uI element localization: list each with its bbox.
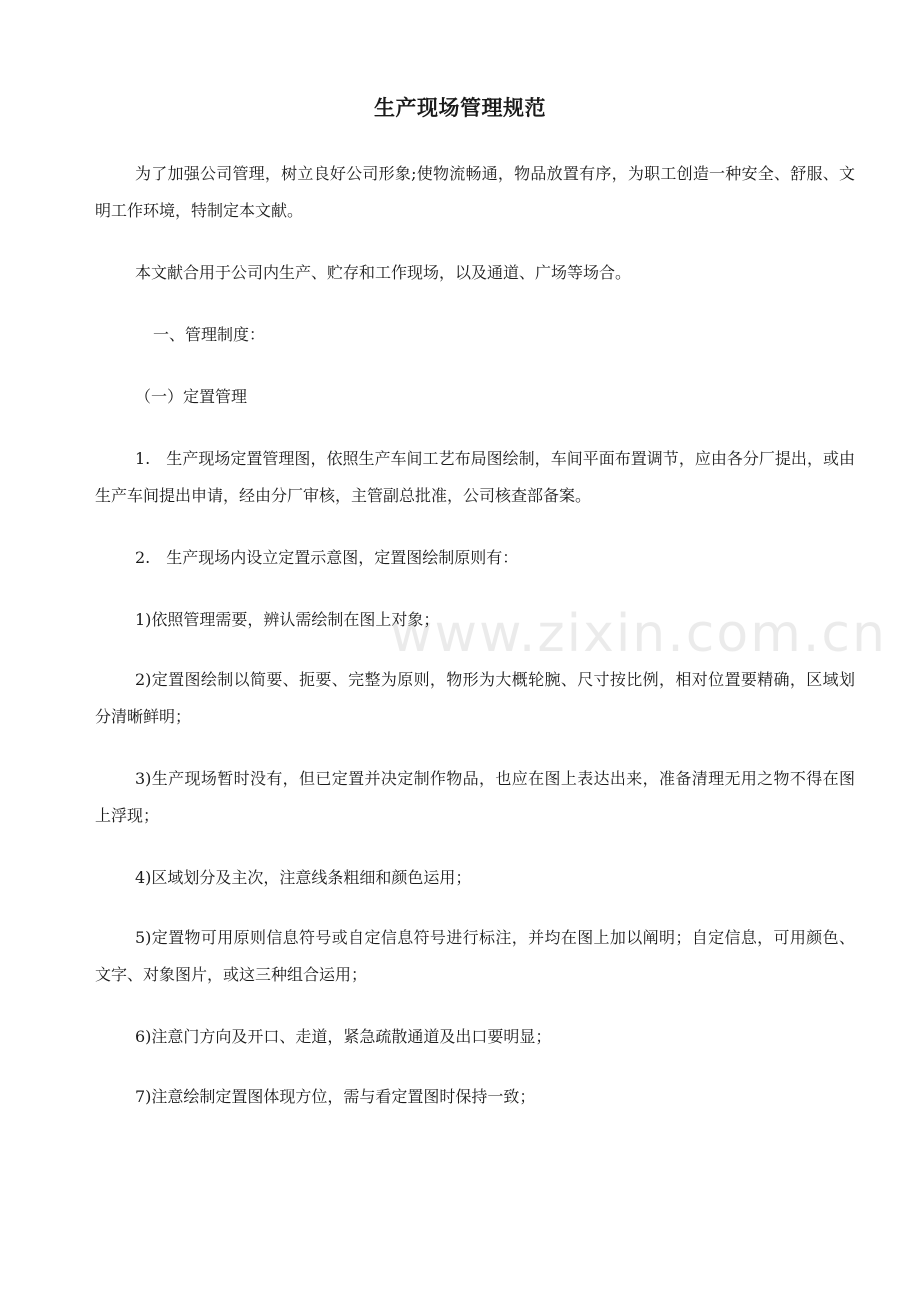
principle-item-6: 6)注意门方向及开口、走道，紧急疏散通道及出口要明显； [135,1027,552,1046]
principle-item-3: 3)生产现场暂时没有，但已定置并决定制作物品，也应在图上表达出来，准备清理无用之物不得在图上浮现； [95,769,855,825]
principle-item-5: 5)定置物可用原则信息符号或自定信息符号进行标注，并均在图上加以阐明；自定信息，可用颜色、文字、对象图片，或这三种组合运用； [95,928,855,984]
numbered-item-1: 1. 生产现场定置管理图，依照生产车间工艺布局图绘制，车间平面布置调节，应由各分厂提出，或由生产车间提出申请，经由分厂审核，主管副总批准，公司核查部备案。 [95,449,855,505]
numbered-item-2: 2. 生产现场内设立定置示意图，定置图绘制原则有： [135,548,519,567]
principle-item-2: 2)定置图绘制以简要、扼要、完整为原则，物形为大概轮腕、尺寸按比例，相对位置要精确，区域划分清晰鲜明； [95,670,855,726]
principle-item-4: 4)区域划分及主次，注意线条粗细和颜色运用； [135,868,472,887]
document-title: 生产现场管理规范 [374,96,546,120]
principle-item-1: 1)依照管理需要，辨认需绘制在图上对象； [135,610,440,629]
subsection-heading-fixed-position-management: （一）定置管理 [135,387,248,406]
section-heading-management-system: 一、管理制度： [153,325,266,344]
principle-item-7: 7)注意绘制定置图体现方位，需与看定置图时保持一致； [135,1087,536,1106]
paragraph-scope: 本文献合用于公司内生产、贮存和工作现场，以及通道、广场等场合。 [135,263,632,282]
paragraph-purpose: 为了加强公司管理，树立良好公司形象;使物流畅通，物品放置有序，为职工创造一种安全、舒服、文明工作环境，特制定本文献。 [95,164,855,220]
document-body [95,155,855,1138]
watermark: www.zixin.com.cn [390,604,887,664]
